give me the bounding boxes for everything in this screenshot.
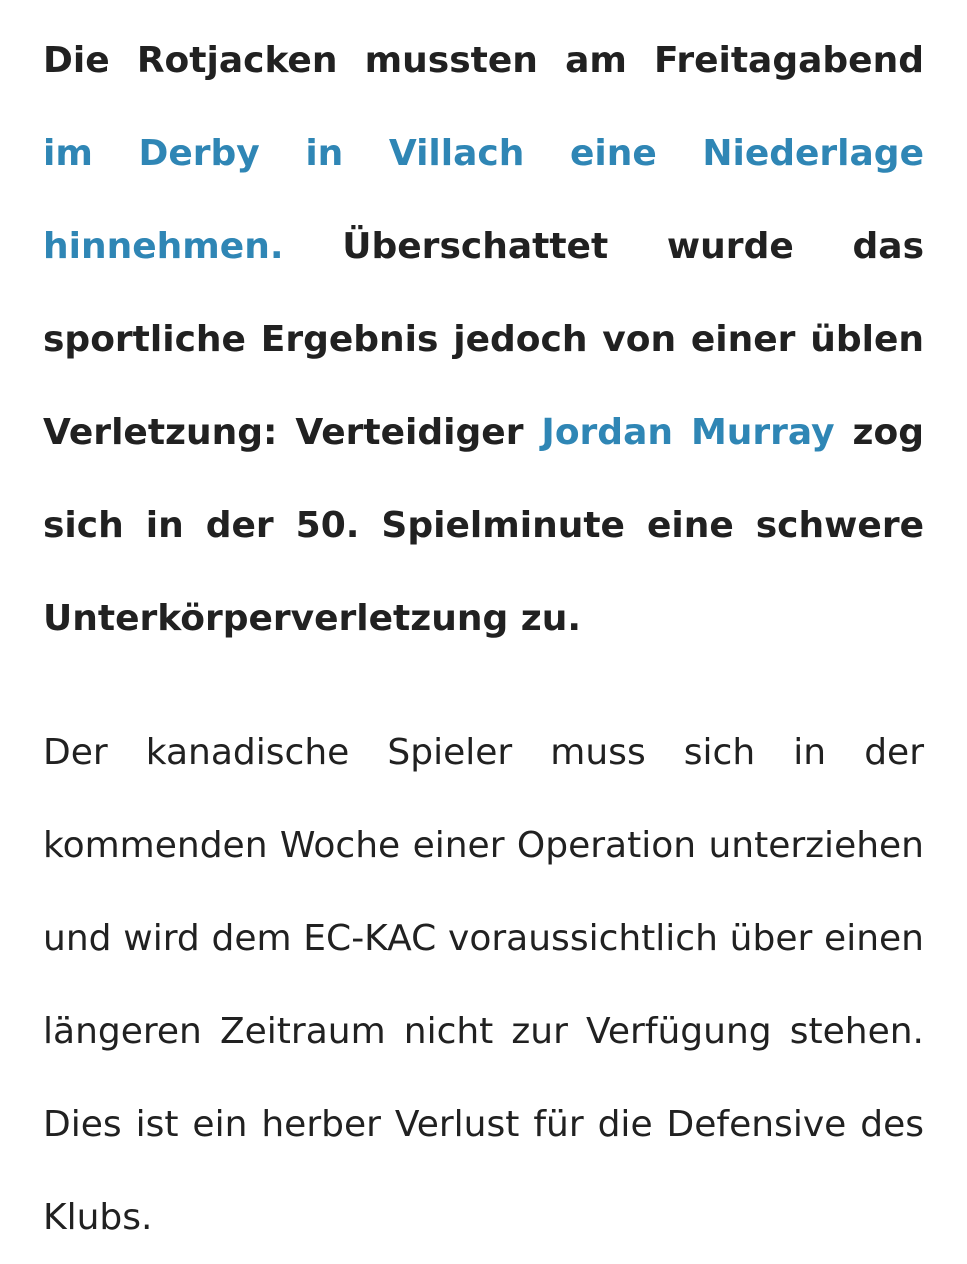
derby-report-link[interactable]: im Derby in Villach eine Niederlage hinnehmen. bbox=[43, 133, 924, 267]
lead-text-end: zog sich in der 50. Spielminute eine schwere Unterkörperverletzung zu. bbox=[43, 412, 924, 639]
lead-text-start: Die Rotjacken mussten am Freitagabend bbox=[43, 40, 924, 81]
lead-paragraph bbox=[43, 14, 924, 665]
article-content bbox=[43, 14, 924, 1264]
body-paragraph: Der kanadische Spieler muss sich in der kommenden Woche einer Operation unterziehen und wird dem EC-KAC voraussichtlich über einen längeren Zeitraum nicht zur Verfügung stehen. Dies ist ein herber Verlust für die Defensive des Klubs. bbox=[43, 732, 924, 1238]
lead-text-middle: Überschattet wurde das sportliche Ergebnis jedoch von einer üblen Verletzung: Verteidiger bbox=[43, 226, 924, 453]
player-profile-link[interactable]: Jordan Murray bbox=[541, 412, 835, 453]
